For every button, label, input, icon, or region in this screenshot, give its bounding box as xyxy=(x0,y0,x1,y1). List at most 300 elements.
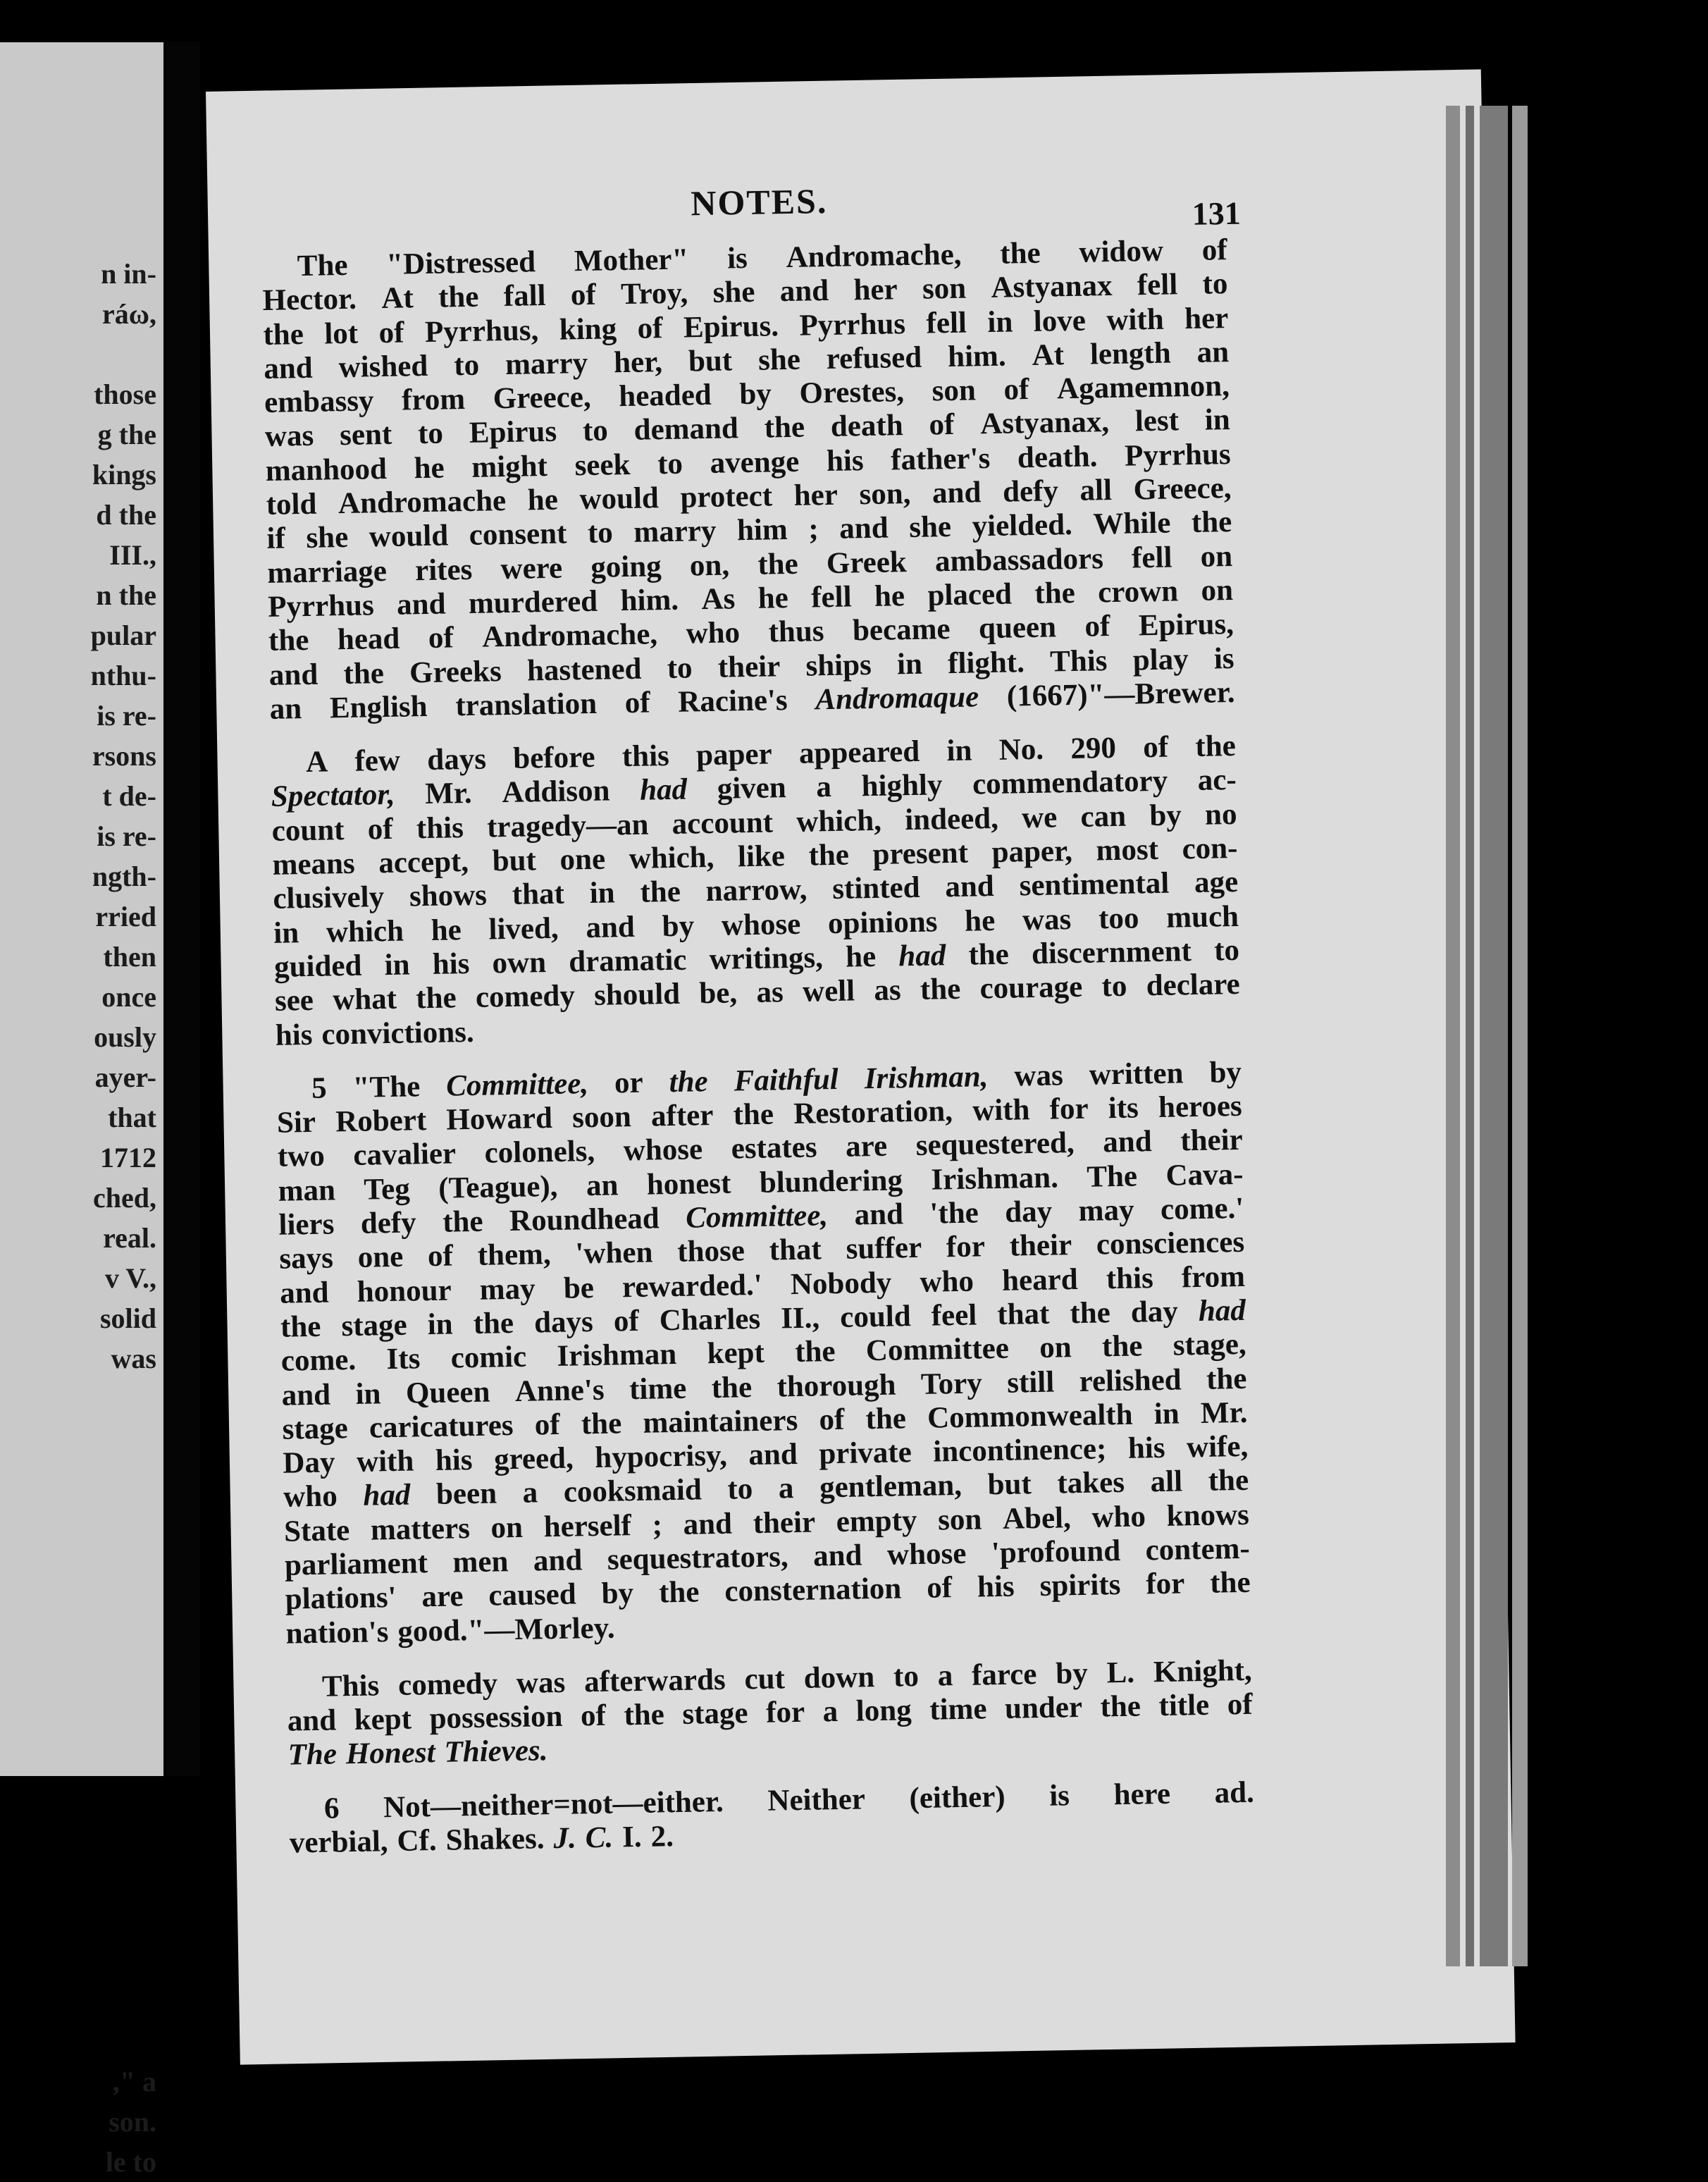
word: At xyxy=(1032,338,1065,372)
left-page-line: is re- xyxy=(97,700,156,732)
word: 290 xyxy=(1070,732,1117,766)
word: caricatures xyxy=(369,1408,514,1445)
word: was xyxy=(1022,902,1072,937)
word: who xyxy=(283,1479,338,1515)
word: manhood xyxy=(265,452,388,488)
left-page-line: le to xyxy=(105,2146,156,2178)
word: an xyxy=(1196,335,1230,369)
word: Spectator, xyxy=(271,778,395,814)
word: guided xyxy=(273,949,362,984)
left-page-line: ráω, xyxy=(102,298,156,330)
word: verbial, xyxy=(289,1825,388,1860)
word: of xyxy=(613,1304,640,1338)
word: and xyxy=(945,870,995,904)
left-page-line xyxy=(91,1820,156,1861)
word: who xyxy=(1091,1500,1146,1534)
word: like xyxy=(737,839,786,874)
word: to xyxy=(417,417,444,451)
word: to xyxy=(1101,969,1127,1004)
word: by xyxy=(739,377,772,412)
word: an xyxy=(586,1169,619,1202)
word: were xyxy=(500,551,563,586)
word: The xyxy=(1086,1159,1138,1194)
word: wished xyxy=(338,349,428,384)
word: the xyxy=(920,973,961,1007)
word: still xyxy=(1006,1365,1055,1400)
left-page-line: g the xyxy=(97,419,156,450)
word: one xyxy=(559,842,606,877)
word: to xyxy=(453,348,480,383)
word: head xyxy=(337,622,400,657)
word: Cf. xyxy=(397,1824,438,1859)
left-page-line xyxy=(91,2021,156,2061)
word: to xyxy=(657,447,683,481)
word: for xyxy=(1145,1567,1185,1601)
page-edge xyxy=(1466,106,1474,1966)
word: marriage xyxy=(266,554,388,590)
word: to xyxy=(1202,267,1228,301)
word: stage, xyxy=(1172,1328,1247,1362)
word: to xyxy=(667,651,693,685)
left-page xyxy=(0,42,163,2178)
word: in xyxy=(355,1376,381,1411)
word: of xyxy=(624,686,651,720)
word: (1667)"—Brewer. xyxy=(1006,675,1235,713)
word: and xyxy=(263,351,314,386)
word: the xyxy=(438,280,479,314)
word: this xyxy=(416,810,464,846)
word: men xyxy=(452,1545,509,1579)
word: queen xyxy=(978,610,1057,646)
word: on, xyxy=(689,548,730,583)
word: and xyxy=(1102,1125,1153,1159)
left-page-line xyxy=(91,1861,156,1901)
word: declare xyxy=(1146,968,1241,1003)
page-edge xyxy=(1480,106,1508,1966)
word: herself xyxy=(543,1508,632,1543)
left-page-line: d the xyxy=(96,499,156,531)
word: can xyxy=(1080,799,1127,834)
word: her xyxy=(853,273,898,307)
word: Its xyxy=(386,1342,421,1376)
left-page-line: pular xyxy=(90,620,156,651)
word: seek xyxy=(574,448,631,483)
word: their xyxy=(1009,1228,1072,1263)
word: Faithful xyxy=(734,1062,839,1098)
page-edge xyxy=(1512,106,1528,1966)
word: fell xyxy=(810,580,852,615)
word: to xyxy=(582,414,609,448)
word: but xyxy=(688,344,733,378)
word: may xyxy=(479,1272,536,1307)
word: comic xyxy=(450,1340,527,1375)
word: kept xyxy=(354,1702,412,1737)
word: good."—Morley. xyxy=(397,1611,615,1648)
left-page-line: is re- xyxy=(97,820,156,852)
word: lot xyxy=(323,316,359,351)
word: too xyxy=(1098,901,1139,936)
word: stinted xyxy=(831,871,920,906)
word: was xyxy=(264,419,314,454)
left-page-line xyxy=(91,1419,156,1459)
word: of xyxy=(1227,1687,1253,1722)
word: and xyxy=(838,511,889,546)
word: on xyxy=(1201,573,1234,608)
word: hypocrisy, xyxy=(594,1438,728,1475)
word: relished xyxy=(1079,1362,1182,1398)
word: he xyxy=(964,904,996,938)
word: of xyxy=(428,621,454,655)
word: This xyxy=(1049,643,1108,679)
word: shows xyxy=(409,878,488,913)
word: down xyxy=(803,1660,875,1695)
left-page-line xyxy=(91,1981,156,2021)
word: feel xyxy=(931,1298,977,1333)
word: kept xyxy=(707,1336,765,1371)
left-page-line: n in- xyxy=(101,258,156,290)
word: became xyxy=(852,612,951,648)
word: fall xyxy=(503,279,546,314)
left-page-line xyxy=(91,1700,156,1740)
word: placed xyxy=(927,577,1013,612)
word: before xyxy=(512,741,595,776)
word: Abel, xyxy=(1002,1500,1072,1536)
word: been xyxy=(435,1477,497,1512)
word: rewarded.' xyxy=(621,1268,763,1304)
word: "Distressed xyxy=(385,245,536,281)
word: the xyxy=(711,1370,753,1405)
word: caused xyxy=(488,1577,577,1613)
word: tragedy—an xyxy=(486,808,649,844)
word: I. xyxy=(621,1820,643,1854)
word: Commonwealth xyxy=(927,1398,1133,1435)
word: L. xyxy=(1106,1656,1135,1690)
word: nation's xyxy=(285,1615,389,1651)
word: ad. xyxy=(1214,1775,1255,1810)
word: blundering xyxy=(759,1164,903,1200)
word: demand xyxy=(633,412,739,448)
word: an xyxy=(269,691,302,726)
word: Epirus. xyxy=(683,309,779,345)
word: she xyxy=(757,343,801,377)
left-page-line: v V., xyxy=(104,1262,156,1294)
left-page-line: 1712 xyxy=(100,1142,156,1173)
left-page-line: ched, xyxy=(93,1182,156,1214)
word: a xyxy=(816,770,832,804)
word: days xyxy=(533,1305,594,1340)
word: him. xyxy=(947,339,1007,374)
word: defy xyxy=(1002,474,1059,509)
word: or xyxy=(614,1066,644,1100)
word: and xyxy=(396,587,446,622)
word: should xyxy=(593,978,681,1013)
word: that xyxy=(996,1297,1050,1331)
word: Astyanax xyxy=(991,269,1113,305)
word: he xyxy=(757,581,789,615)
word: a xyxy=(778,1472,794,1505)
word: by xyxy=(662,909,695,943)
word: to xyxy=(893,1659,920,1694)
word: Pyrrhus xyxy=(799,307,906,343)
word: As xyxy=(701,582,736,617)
word: whose xyxy=(623,1133,703,1168)
word: had xyxy=(639,773,688,808)
word: the xyxy=(1206,1362,1247,1396)
word: says xyxy=(278,1241,334,1276)
word: C. xyxy=(585,1820,614,1855)
word: commendatory xyxy=(972,765,1168,801)
word: consent xyxy=(469,517,567,553)
word: the xyxy=(968,937,1010,972)
word: she xyxy=(712,276,755,310)
word: be xyxy=(563,1271,595,1305)
word: embassy xyxy=(264,384,374,420)
word: opinions xyxy=(827,905,938,940)
word: son xyxy=(932,374,977,408)
word: thus xyxy=(768,615,824,649)
left-page-line: nthu- xyxy=(90,660,156,691)
word: estates xyxy=(731,1130,817,1166)
word: 2. xyxy=(650,1820,674,1854)
word: thorough xyxy=(776,1368,896,1403)
word: his xyxy=(435,1443,473,1478)
word: on xyxy=(490,1510,524,1545)
page-edge xyxy=(1446,106,1460,1966)
word: accept, xyxy=(378,845,469,880)
word: This xyxy=(321,1669,380,1703)
word: father's xyxy=(890,441,991,477)
word: son xyxy=(937,1503,982,1537)
word: of xyxy=(929,408,955,442)
word: marry xyxy=(505,346,588,381)
word: Agamemnon, xyxy=(1056,369,1230,406)
word: Irishman xyxy=(557,1338,677,1374)
word: after xyxy=(650,1099,714,1133)
word: A xyxy=(305,745,328,779)
word: Robert xyxy=(335,1104,427,1139)
word: and xyxy=(279,1276,329,1310)
word: suffer xyxy=(846,1231,922,1266)
word: he xyxy=(527,483,559,517)
word: sentimental xyxy=(1019,866,1170,903)
word: Andromaque xyxy=(815,680,979,717)
word: few xyxy=(354,744,401,778)
word: widow xyxy=(1079,234,1164,269)
left-page-text-column xyxy=(91,254,156,2182)
word: she xyxy=(908,510,952,545)
word: of xyxy=(1201,233,1227,267)
word: spirits xyxy=(1039,1568,1121,1603)
word: Troy, xyxy=(620,276,688,312)
word: the xyxy=(808,838,850,873)
word: the xyxy=(1070,1296,1111,1331)
word: stage xyxy=(681,1696,748,1732)
word: his xyxy=(275,1018,313,1052)
word: While xyxy=(1093,506,1171,541)
word: stage xyxy=(341,1308,408,1343)
word: a xyxy=(522,1476,538,1510)
left-page-line: III., xyxy=(109,539,156,571)
word: and xyxy=(268,658,318,692)
word: the xyxy=(733,1097,774,1132)
word: his xyxy=(432,947,470,981)
word: (Teague), xyxy=(438,1169,558,1205)
word: the xyxy=(280,1309,321,1344)
word: in xyxy=(946,734,972,768)
word: what xyxy=(332,982,397,1017)
left-page-line: those xyxy=(94,378,156,410)
word: headed xyxy=(618,378,712,414)
word: be, xyxy=(699,976,738,1011)
word: Committee xyxy=(865,1331,1010,1368)
word: con- xyxy=(1182,831,1238,866)
word: are xyxy=(421,1579,464,1614)
word: but xyxy=(492,844,537,878)
word: here xyxy=(1113,1777,1171,1811)
left-page-line xyxy=(91,1620,156,1660)
word: title xyxy=(1158,1689,1210,1723)
word: Pyrrhus xyxy=(1124,437,1232,473)
word: their xyxy=(1180,1123,1244,1158)
word: and xyxy=(854,1197,904,1232)
word: he xyxy=(431,913,462,947)
word: Hector. xyxy=(262,282,357,318)
word: rites xyxy=(414,553,473,587)
word: soon xyxy=(571,1100,632,1135)
word: of xyxy=(580,1699,607,1733)
word: incontinence; xyxy=(932,1432,1107,1469)
word: Pyrrhus xyxy=(267,588,375,624)
left-page-line xyxy=(91,1740,156,1780)
word: takes xyxy=(1057,1466,1125,1500)
left-page-line xyxy=(91,1579,156,1620)
word: of xyxy=(926,1571,953,1605)
word: translation xyxy=(454,686,598,723)
word: we xyxy=(1021,801,1058,835)
word: Charles xyxy=(659,1302,761,1338)
word: this xyxy=(621,739,670,774)
word: and xyxy=(533,1543,583,1578)
word: for xyxy=(946,1230,986,1264)
word: of xyxy=(1142,730,1169,765)
left-page-line: t de- xyxy=(102,780,156,812)
word: sequestrators, xyxy=(607,1540,788,1577)
word: in xyxy=(427,1307,454,1342)
word: that xyxy=(769,1233,822,1267)
word: Epirus xyxy=(469,415,557,450)
left-page-line xyxy=(91,334,156,374)
notes-body xyxy=(261,233,1255,1861)
word: Thieves. xyxy=(444,1734,548,1770)
word: would xyxy=(369,519,449,554)
word: State xyxy=(283,1513,350,1548)
word: in xyxy=(1153,1397,1180,1431)
left-page-line: that xyxy=(108,1102,156,1133)
left-page-line xyxy=(91,1660,156,1700)
word: The xyxy=(297,248,348,283)
word: 'when xyxy=(575,1235,653,1271)
word: of xyxy=(1003,373,1029,407)
word: matters xyxy=(370,1511,471,1547)
word: its xyxy=(1108,1091,1139,1126)
word: their xyxy=(753,1505,816,1540)
word: and xyxy=(779,274,829,309)
word: age xyxy=(1194,865,1239,900)
word: ac- xyxy=(1197,763,1237,798)
word: Nobody xyxy=(790,1266,892,1301)
word: Sir xyxy=(276,1105,316,1140)
word: she xyxy=(306,521,349,555)
word: under xyxy=(1004,1691,1083,1726)
word: 'profound xyxy=(991,1534,1121,1570)
word: possession xyxy=(429,1700,563,1736)
word: of xyxy=(637,311,663,345)
word: liers xyxy=(278,1207,335,1242)
word: is xyxy=(1048,1779,1070,1813)
word: her xyxy=(1184,301,1229,335)
word: and xyxy=(586,910,636,944)
left-page-line: ously xyxy=(94,1021,156,1053)
word: of xyxy=(378,316,404,350)
word: had xyxy=(898,939,946,973)
word: II., xyxy=(780,1301,820,1336)
word: of xyxy=(367,812,394,846)
word: of xyxy=(1084,610,1110,643)
word: Epirus, xyxy=(1138,608,1234,643)
word: flight. xyxy=(947,645,1025,680)
left-page-line: rsons xyxy=(92,740,156,772)
left-page-line xyxy=(91,1499,156,1539)
word: discernment xyxy=(1031,935,1192,971)
word: would xyxy=(579,481,660,517)
word: the xyxy=(473,1306,514,1340)
word: but xyxy=(987,1467,1032,1502)
word: comedy xyxy=(397,1667,498,1702)
word: the xyxy=(415,981,457,1016)
word: his xyxy=(977,1570,1015,1604)
word: told xyxy=(266,487,317,522)
word: who xyxy=(920,1264,974,1299)
word: ; xyxy=(652,1508,663,1542)
word: Astyanax, xyxy=(979,405,1110,441)
page-title: NOTES. xyxy=(690,180,828,223)
word: empty xyxy=(836,1503,917,1539)
word: honour xyxy=(357,1274,452,1309)
word: in xyxy=(1204,403,1231,438)
word: means xyxy=(272,846,356,882)
word: lest xyxy=(1134,404,1180,438)
page-text-block xyxy=(261,177,1255,1861)
word: this xyxy=(1106,1261,1154,1295)
word: paper xyxy=(695,737,773,772)
word: 'the xyxy=(929,1196,979,1231)
word: his xyxy=(1127,1431,1165,1465)
word: crown xyxy=(1097,574,1179,610)
word: as xyxy=(756,975,784,1010)
word: a xyxy=(937,1659,953,1693)
word: long xyxy=(855,1694,912,1728)
word: and xyxy=(748,1438,798,1472)
word: Shakes. xyxy=(445,1822,545,1857)
word: Andromache xyxy=(338,484,507,521)
word: Greece, xyxy=(493,381,592,416)
word: Not—neither=not—either. xyxy=(383,1785,724,1825)
word: Neither xyxy=(767,1782,866,1818)
word: farce xyxy=(971,1657,1037,1692)
word: knows xyxy=(1166,1498,1250,1533)
word: whose xyxy=(721,907,801,942)
word: the xyxy=(1034,576,1076,610)
